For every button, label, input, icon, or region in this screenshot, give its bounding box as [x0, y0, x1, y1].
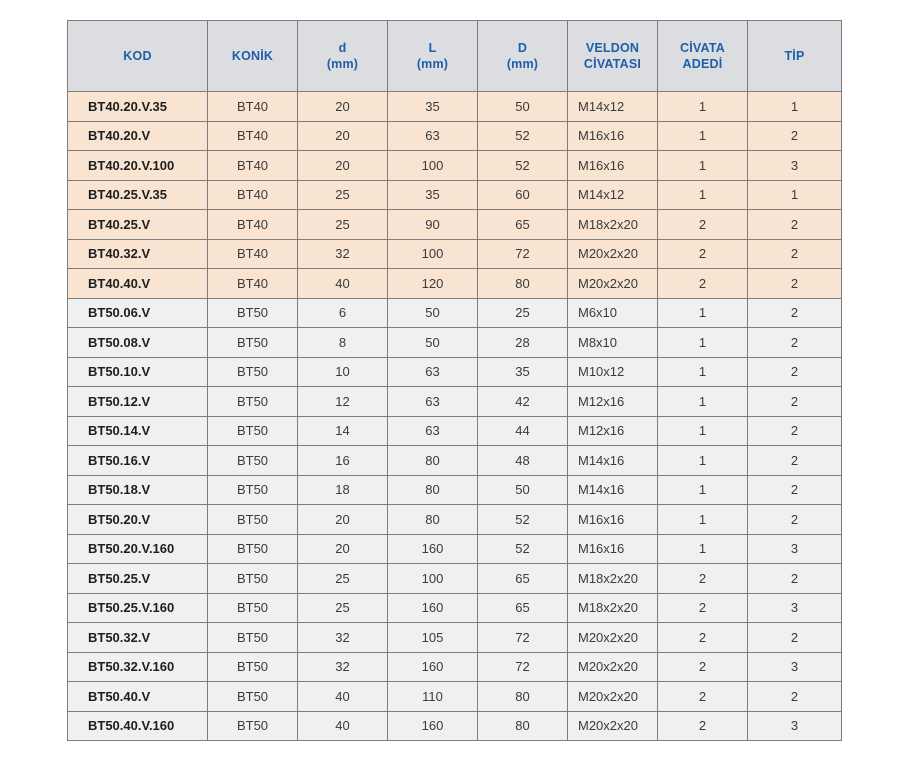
cell-tip: 1 [748, 180, 842, 210]
cell-civata-adedi: 2 [658, 711, 748, 741]
cell-kod: BT50.14.V [68, 416, 208, 446]
header-civata-line2: ADEDİ [682, 57, 723, 71]
cell-tip: 3 [748, 534, 842, 564]
cell-l: 100 [388, 151, 478, 181]
cell-konik: BT50 [208, 357, 298, 387]
cell-d: 14 [298, 416, 388, 446]
cell-l: 100 [388, 239, 478, 269]
cell-kod: BT50.12.V [68, 387, 208, 417]
cell-dd: 52 [478, 121, 568, 151]
header-veldon [568, 21, 658, 92]
cell-veldon: M20x2x20 [568, 711, 658, 741]
cell-d: 16 [298, 446, 388, 476]
table-row [68, 593, 842, 623]
cell-veldon: M16x16 [568, 505, 658, 535]
cell-konik: BT40 [208, 151, 298, 181]
table-row [68, 298, 842, 328]
header-kod: KOD [68, 21, 208, 92]
cell-l: 80 [388, 446, 478, 476]
cell-l: 35 [388, 92, 478, 122]
cell-veldon: M10x12 [568, 357, 658, 387]
cell-tip: 2 [748, 623, 842, 653]
cell-veldon: M12x16 [568, 387, 658, 417]
table-row [68, 682, 842, 712]
cell-kod: BT50.25.V.160 [68, 593, 208, 623]
cell-l: 105 [388, 623, 478, 653]
cell-kod: BT50.40.V.160 [68, 711, 208, 741]
header-d [298, 21, 388, 92]
cell-civata-adedi: 1 [658, 505, 748, 535]
cell-d: 25 [298, 210, 388, 240]
cell-kod: BT50.20.V.160 [68, 534, 208, 564]
cell-civata-adedi: 2 [658, 623, 748, 653]
cell-civata-adedi: 2 [658, 210, 748, 240]
cell-tip: 2 [748, 446, 842, 476]
cell-konik: BT50 [208, 475, 298, 505]
cell-veldon: M8x10 [568, 328, 658, 358]
cell-veldon: M20x2x20 [568, 269, 658, 299]
cell-dd: 72 [478, 652, 568, 682]
cell-d: 10 [298, 357, 388, 387]
cell-konik: BT50 [208, 711, 298, 741]
cell-civata-adedi: 2 [658, 593, 748, 623]
cell-dd: 65 [478, 210, 568, 240]
cell-dd: 44 [478, 416, 568, 446]
table-row [68, 151, 842, 181]
cell-d: 8 [298, 328, 388, 358]
cell-dd: 80 [478, 711, 568, 741]
header-konik: KONİK [208, 21, 298, 92]
cell-l: 160 [388, 711, 478, 741]
table-row [68, 475, 842, 505]
cell-konik: BT50 [208, 593, 298, 623]
cell-veldon: M18x2x20 [568, 210, 658, 240]
table-row [68, 92, 842, 122]
table-row [68, 121, 842, 151]
cell-civata-adedi: 2 [658, 682, 748, 712]
table-row [68, 534, 842, 564]
cell-civata-adedi: 1 [658, 328, 748, 358]
table-row [68, 210, 842, 240]
cell-konik: BT50 [208, 446, 298, 476]
cell-dd: 25 [478, 298, 568, 328]
cell-kod: BT50.40.V [68, 682, 208, 712]
cell-kod: BT50.25.V [68, 564, 208, 594]
cell-civata-adedi: 2 [658, 564, 748, 594]
cell-dd: 35 [478, 357, 568, 387]
cell-dd: 42 [478, 387, 568, 417]
cell-l: 63 [388, 387, 478, 417]
cell-tip: 2 [748, 387, 842, 417]
cell-l: 80 [388, 475, 478, 505]
table-body [68, 92, 842, 741]
cell-dd: 52 [478, 151, 568, 181]
cell-veldon: M14x16 [568, 446, 658, 476]
cell-tip: 2 [748, 416, 842, 446]
cell-dd: 72 [478, 239, 568, 269]
cell-kod: BT40.32.V [68, 239, 208, 269]
header-civata-adedi [658, 21, 748, 92]
header-l-unit: (mm) [416, 57, 449, 71]
cell-dd: 80 [478, 269, 568, 299]
header-civata-line1: CİVATA [680, 41, 725, 55]
table-row [68, 623, 842, 653]
cell-tip: 2 [748, 210, 842, 240]
cell-l: 100 [388, 564, 478, 594]
cell-d: 32 [298, 623, 388, 653]
header-dd-label: D [517, 41, 528, 55]
cell-dd: 52 [478, 505, 568, 535]
cell-tip: 2 [748, 505, 842, 535]
cell-dd: 50 [478, 475, 568, 505]
cell-l: 160 [388, 652, 478, 682]
cell-d: 18 [298, 475, 388, 505]
cell-kod: BT40.20.V [68, 121, 208, 151]
cell-dd: 65 [478, 593, 568, 623]
header-veldon-line1: VELDON [585, 41, 640, 55]
cell-dd: 52 [478, 534, 568, 564]
cell-veldon: M20x2x20 [568, 652, 658, 682]
table-row [68, 711, 842, 741]
cell-d: 12 [298, 387, 388, 417]
cell-konik: BT50 [208, 416, 298, 446]
cell-veldon: M6x10 [568, 298, 658, 328]
cell-civata-adedi: 2 [658, 652, 748, 682]
header-l [388, 21, 478, 92]
cell-tip: 1 [748, 92, 842, 122]
cell-dd: 65 [478, 564, 568, 594]
cell-veldon: M14x12 [568, 180, 658, 210]
cell-veldon: M14x16 [568, 475, 658, 505]
cell-tip: 2 [748, 475, 842, 505]
cell-konik: BT40 [208, 180, 298, 210]
cell-konik: BT50 [208, 623, 298, 653]
cell-d: 32 [298, 652, 388, 682]
header-d-unit: (mm) [326, 57, 359, 71]
cell-veldon: M16x16 [568, 151, 658, 181]
cell-d: 40 [298, 269, 388, 299]
table-row [68, 328, 842, 358]
cell-konik: BT50 [208, 387, 298, 417]
cell-tip: 2 [748, 357, 842, 387]
header-d-label: d [338, 41, 347, 55]
cell-civata-adedi: 1 [658, 475, 748, 505]
cell-veldon: M20x2x20 [568, 682, 658, 712]
cell-kod: BT40.25.V.35 [68, 180, 208, 210]
cell-civata-adedi: 1 [658, 534, 748, 564]
cell-kod: BT50.16.V [68, 446, 208, 476]
cell-dd: 72 [478, 623, 568, 653]
header-veldon-line2: CİVATASI [583, 57, 642, 71]
table-row [68, 652, 842, 682]
cell-d: 25 [298, 180, 388, 210]
cell-konik: BT50 [208, 534, 298, 564]
cell-tip: 2 [748, 121, 842, 151]
cell-kod: BT40.25.V [68, 210, 208, 240]
cell-tip: 2 [748, 298, 842, 328]
cell-civata-adedi: 1 [658, 180, 748, 210]
spec-table [67, 20, 842, 741]
cell-kod: BT40.40.V [68, 269, 208, 299]
cell-d: 40 [298, 682, 388, 712]
cell-civata-adedi: 1 [658, 298, 748, 328]
cell-l: 63 [388, 121, 478, 151]
cell-d: 40 [298, 711, 388, 741]
cell-konik: BT50 [208, 328, 298, 358]
cell-kod: BT50.10.V [68, 357, 208, 387]
cell-civata-adedi: 2 [658, 269, 748, 299]
cell-civata-adedi: 1 [658, 357, 748, 387]
cell-dd: 60 [478, 180, 568, 210]
cell-d: 20 [298, 534, 388, 564]
cell-l: 160 [388, 593, 478, 623]
cell-tip: 3 [748, 711, 842, 741]
cell-l: 110 [388, 682, 478, 712]
cell-veldon: M20x2x20 [568, 623, 658, 653]
header-l-label: L [428, 41, 437, 55]
cell-tip: 3 [748, 593, 842, 623]
cell-l: 120 [388, 269, 478, 299]
cell-konik: BT40 [208, 269, 298, 299]
cell-l: 63 [388, 416, 478, 446]
cell-d: 6 [298, 298, 388, 328]
cell-l: 63 [388, 357, 478, 387]
cell-konik: BT40 [208, 239, 298, 269]
cell-kod: BT50.08.V [68, 328, 208, 358]
cell-civata-adedi: 2 [658, 239, 748, 269]
cell-d: 20 [298, 92, 388, 122]
cell-dd: 50 [478, 92, 568, 122]
cell-d: 20 [298, 151, 388, 181]
cell-kod: BT50.32.V [68, 623, 208, 653]
cell-civata-adedi: 1 [658, 387, 748, 417]
cell-d: 32 [298, 239, 388, 269]
cell-kod: BT40.20.V.35 [68, 92, 208, 122]
header-row [68, 21, 842, 92]
cell-civata-adedi: 1 [658, 416, 748, 446]
table-row [68, 564, 842, 594]
cell-konik: BT50 [208, 505, 298, 535]
cell-dd: 80 [478, 682, 568, 712]
cell-tip: 3 [748, 151, 842, 181]
cell-civata-adedi: 1 [658, 92, 748, 122]
table-row [68, 505, 842, 535]
table-row [68, 416, 842, 446]
table-row [68, 239, 842, 269]
header-dd [478, 21, 568, 92]
cell-d: 20 [298, 505, 388, 535]
cell-tip: 2 [748, 564, 842, 594]
cell-veldon: M18x2x20 [568, 564, 658, 594]
cell-dd: 28 [478, 328, 568, 358]
header-dd-unit: (mm) [506, 57, 539, 71]
table-row [68, 387, 842, 417]
cell-konik: BT50 [208, 652, 298, 682]
header-tip: TİP [748, 21, 842, 92]
cell-konik: BT40 [208, 210, 298, 240]
cell-veldon: M16x16 [568, 534, 658, 564]
cell-l: 90 [388, 210, 478, 240]
table-row [68, 180, 842, 210]
cell-d: 20 [298, 121, 388, 151]
cell-kod: BT50.20.V [68, 505, 208, 535]
cell-kod: BT50.18.V [68, 475, 208, 505]
cell-tip: 2 [748, 269, 842, 299]
cell-konik: BT50 [208, 564, 298, 594]
cell-veldon: M12x16 [568, 416, 658, 446]
cell-konik: BT40 [208, 92, 298, 122]
cell-l: 35 [388, 180, 478, 210]
cell-tip: 2 [748, 328, 842, 358]
cell-l: 80 [388, 505, 478, 535]
cell-konik: BT50 [208, 298, 298, 328]
cell-tip: 2 [748, 239, 842, 269]
cell-kod: BT50.06.V [68, 298, 208, 328]
cell-d: 25 [298, 564, 388, 594]
cell-l: 50 [388, 298, 478, 328]
cell-tip: 2 [748, 682, 842, 712]
cell-veldon: M14x12 [568, 92, 658, 122]
cell-veldon: M16x16 [568, 121, 658, 151]
table-row [68, 446, 842, 476]
cell-veldon: M20x2x20 [568, 239, 658, 269]
cell-dd: 48 [478, 446, 568, 476]
cell-l: 160 [388, 534, 478, 564]
cell-konik: BT50 [208, 682, 298, 712]
cell-d: 25 [298, 593, 388, 623]
cell-tip: 3 [748, 652, 842, 682]
cell-konik: BT40 [208, 121, 298, 151]
table-row [68, 357, 842, 387]
table-row [68, 269, 842, 299]
cell-kod: BT40.20.V.100 [68, 151, 208, 181]
table-header [68, 21, 842, 92]
cell-civata-adedi: 1 [658, 446, 748, 476]
cell-civata-adedi: 1 [658, 151, 748, 181]
cell-civata-adedi: 1 [658, 121, 748, 151]
cell-kod: BT50.32.V.160 [68, 652, 208, 682]
cell-veldon: M18x2x20 [568, 593, 658, 623]
cell-l: 50 [388, 328, 478, 358]
